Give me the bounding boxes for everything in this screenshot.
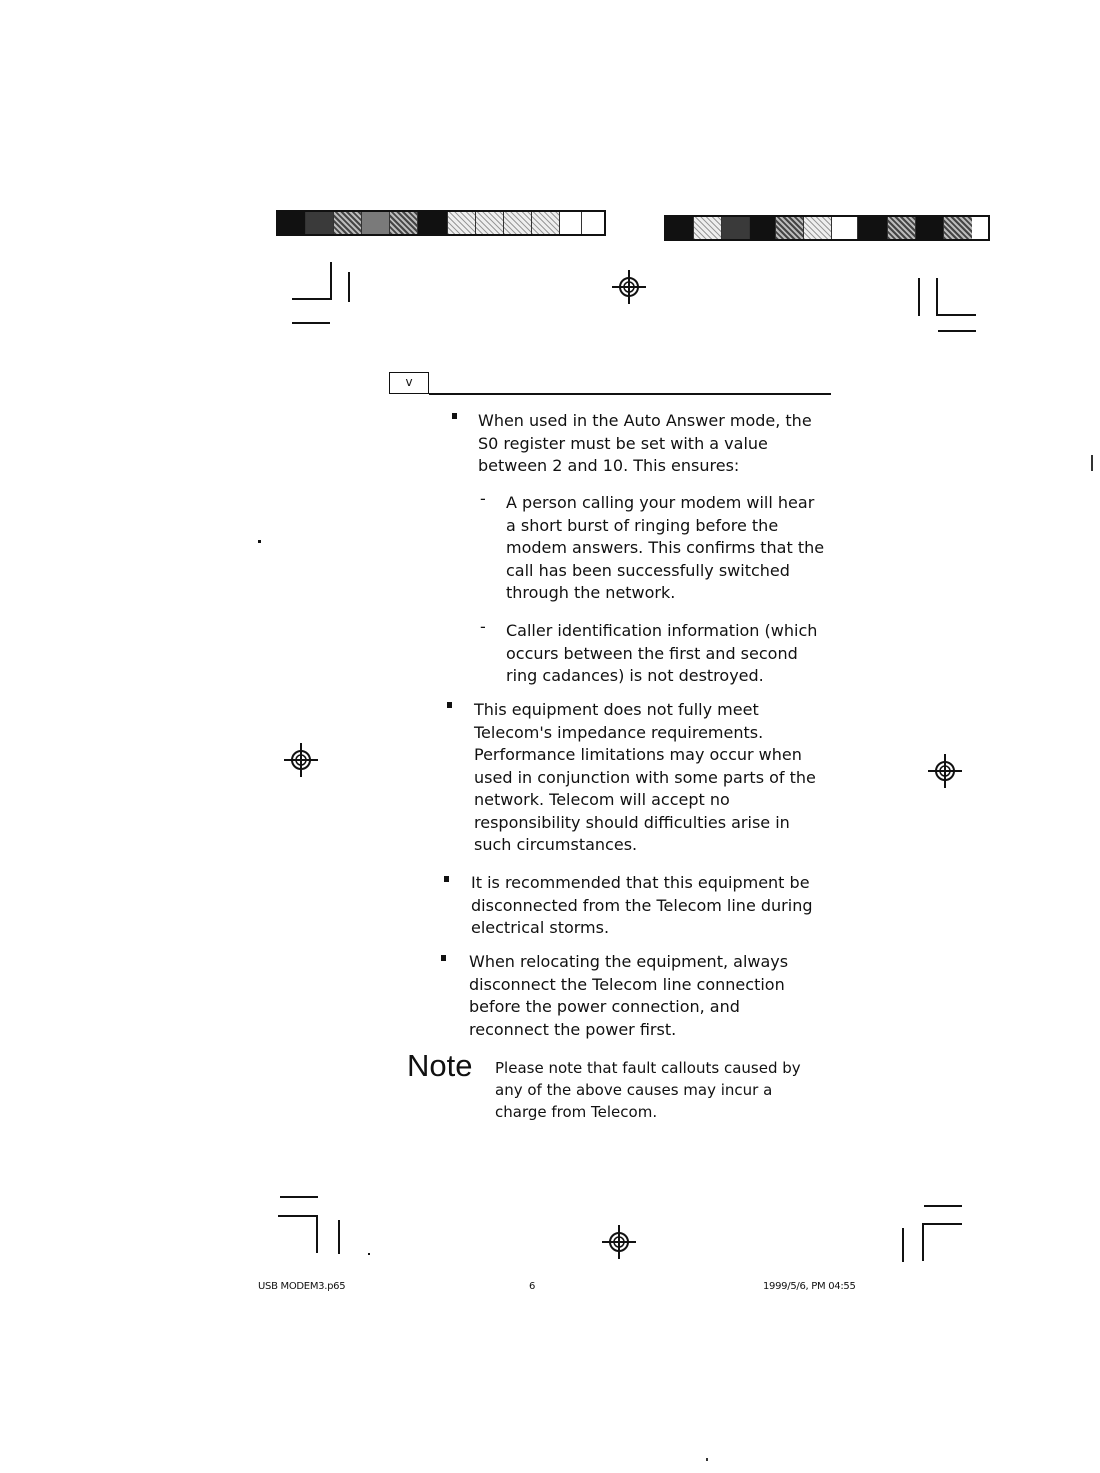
header-rule xyxy=(429,393,831,395)
bullet-icon xyxy=(452,413,457,419)
bullet-text: When used in the Auto Answer mode, the S0 register must be set with a value between 2 and 10. This ensures: xyxy=(478,411,812,475)
sub-item-text: Caller identification information (which occurs between the first and second ring cadances) is not destroyed. xyxy=(506,621,818,685)
registration-target-icon xyxy=(600,1223,638,1261)
registration-target-icon xyxy=(282,741,320,779)
scan-speck xyxy=(1091,455,1093,471)
page-tag: v xyxy=(389,372,429,394)
scan-speck xyxy=(368,1253,370,1255)
scan-speck xyxy=(258,540,261,543)
footer-filename: USB MODEM3.p65 xyxy=(258,1281,346,1292)
note-label: Note xyxy=(407,1048,473,1083)
bullet-icon xyxy=(447,702,452,708)
registration-target-icon xyxy=(926,752,964,790)
bullet-icon xyxy=(441,955,446,961)
sub-item-text: A person calling your modem will hear a short burst of ringing before the modem answers. This confirms that the call has been successfully switched through the network. xyxy=(506,493,825,602)
calibration-strip-right xyxy=(664,215,990,241)
dash-icon: - xyxy=(480,617,486,636)
bullet-text: When relocating the equipment, always disconnect the Telecom line connection before the power connection, and reconnect the power first. xyxy=(469,952,789,1039)
footer-timestamp: 1999/5/6, PM 04:55 xyxy=(763,1281,856,1292)
scan-speck xyxy=(706,1458,708,1461)
note-text: Please note that fault callouts caused by any of the above causes may incur a charge from Telecom. xyxy=(495,1059,801,1121)
dash-icon: - xyxy=(480,489,486,508)
registration-target-icon xyxy=(610,268,648,306)
calibration-strip-left xyxy=(276,210,606,236)
bullet-text: It is recommended that this equipment be disconnected from the Telecom line during electrical storms. xyxy=(471,873,813,937)
bullet-text: This equipment does not fully meet Telecom's impedance requirements. Performance limitations may occur when used in conjunction with some parts of the network. Telecom will accept no responsibility should difficulties arise in such circumstances. xyxy=(474,700,816,854)
bullet-icon xyxy=(444,876,449,882)
footer-page-number: 6 xyxy=(529,1281,536,1292)
